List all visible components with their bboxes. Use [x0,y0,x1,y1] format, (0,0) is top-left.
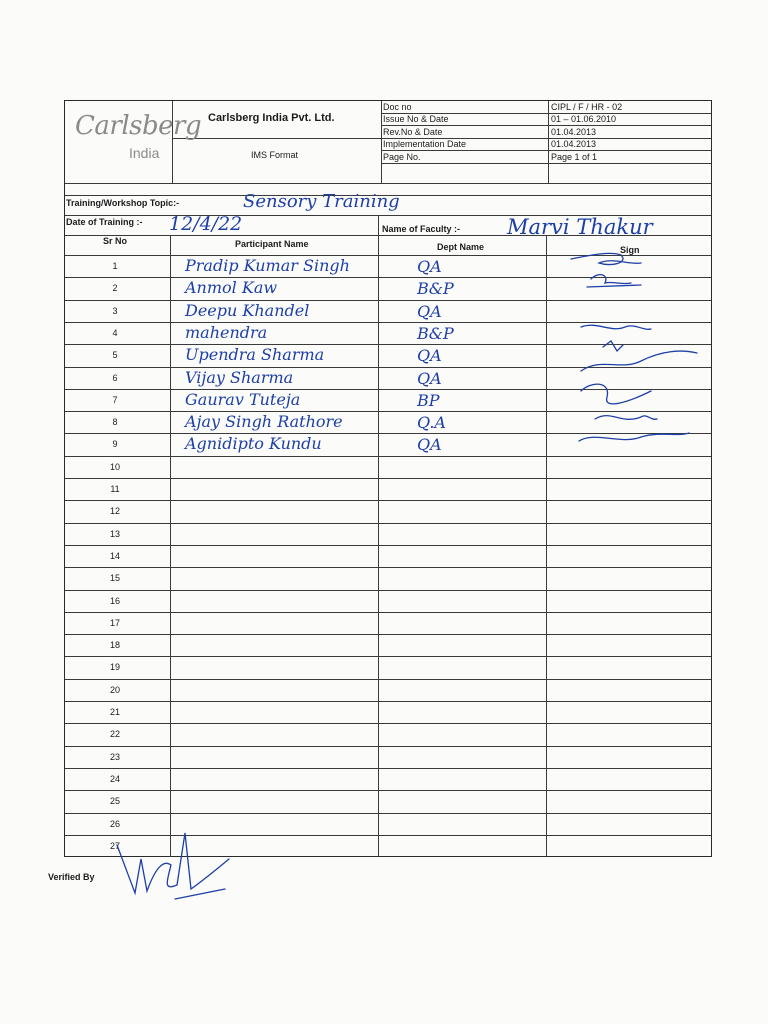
column-header-sign: Sign [620,245,640,255]
meta-value: Page 1 of 1 [551,152,598,162]
company-logo-sub: India [129,145,160,161]
verified-by-label: Verified By [48,872,95,882]
meta-label: Page No. [383,152,421,162]
row-sr-no: 2 [112,283,118,294]
row-dept-name: QA [417,368,442,388]
row-sr-no: 14 [109,550,120,561]
row-dept-name: QA [417,435,442,455]
faculty-label: Name of Faculty :- [382,224,461,234]
row-sr-no: 3 [112,305,118,316]
table-row-divider [65,679,711,680]
table-row-divider [65,612,711,613]
meta-value: 01.04.2013 [551,139,597,149]
row-sr-no: 12 [109,506,120,517]
date-label: Date of Training :- [66,217,143,227]
row-sr-no: 26 [109,818,120,829]
row-participant-name: Pradip Kumar Singh [185,256,350,275]
row-sr-no: 19 [109,662,120,673]
table-row-divider [65,656,711,657]
row-participant-name: mahendra [185,322,268,342]
table-row-divider [65,590,711,591]
signature-column-marks [551,241,711,481]
format-name: IMS Format [251,150,299,160]
row-sr-no: 8 [112,417,118,428]
meta-label: Doc no [383,102,412,112]
row-sr-no: 11 [110,484,120,494]
row-participant-name: Upendra Sharma [185,345,325,365]
table-column-divider [170,235,171,857]
row-sr-no: 25 [109,796,120,807]
column-header-dept: Dept Name [437,242,485,252]
row-sr-no: 6 [112,372,118,383]
verified-signature-mark [105,829,235,909]
signature-mark [571,253,641,264]
row-dept-name: QA [417,301,442,321]
meta-label: Rev.No & Date [383,127,443,137]
table-row-divider [65,634,711,635]
row-participant-name: Vijay Sharma [185,367,294,387]
row-sr-no: 4 [112,327,118,338]
row-sr-no: 10 [109,461,120,472]
signature-mark [579,433,689,441]
company-logo: Carlsberg [75,111,202,141]
signature-mark [581,341,697,371]
topic-value: Sensory Training [243,191,400,212]
training-attendance-form [64,100,712,857]
row-sr-no: 7 [112,394,118,405]
row-sr-no: 24 [109,773,120,784]
date-value: 12/4/22 [169,213,243,235]
table-row-divider [65,790,711,791]
signature-mark [581,325,651,329]
row-sr-no: 5 [112,350,118,361]
row-sr-no: 21 [109,707,120,717]
row-sr-no: 15 [109,573,120,584]
row-sr-no: 1 [112,261,118,271]
row-participant-name: Ajay Singh Rathore [185,412,343,432]
table-column-divider [378,235,379,857]
signature-mark [587,275,641,287]
row-sr-no: 27 [109,840,120,851]
company-name: Carlsberg India Pvt. Ltd. [208,112,335,124]
row-dept-name: QA [417,346,442,366]
table-row-divider [65,746,711,747]
topic-label: Training/Workshop Topic:- [66,198,180,208]
row-participant-name: Gaurav Tuteja [185,389,301,409]
row-sr-no: 13 [109,528,120,539]
table-column-divider [546,235,547,857]
table-row-divider [65,813,711,814]
row-sr-no: 16 [109,595,120,606]
meta-label: Implementation Date [383,139,467,149]
row-sr-no: 17 [109,617,120,628]
meta-value: 01.04.2013 [551,127,597,137]
table-row-divider [65,723,711,724]
meta-value: CIPL / F / HR - 02 [551,102,623,112]
signature-mark [595,416,657,420]
row-dept-name: Q.A [417,413,446,433]
column-header-name: Participant Name [235,239,309,249]
row-sr-no: 9 [112,439,118,450]
table-row-divider [65,567,711,568]
table-row-divider [65,701,711,702]
row-dept-name: BP [417,390,440,410]
row-sr-no: 23 [109,751,120,762]
column-header-sr: Sr No [103,236,128,246]
row-sr-no: 18 [109,640,120,651]
row-sr-no: 22 [109,729,120,740]
row-dept-name: B&P [417,279,454,299]
row-participant-name: Deepu Khandel [185,300,310,320]
signature-mark [581,384,651,404]
table-row-divider [65,500,711,501]
table-row-divider [65,768,711,769]
table-row-divider [65,545,711,546]
row-participant-name: Agnidipto Kundu [185,434,322,454]
row-dept-name: B&P [417,323,454,343]
meta-label: Issue No & Date [383,114,449,124]
table-row-divider [65,523,711,524]
row-dept-name: QA [417,257,442,276]
faculty-value: Marvi Thakur [507,215,653,239]
row-sr-no: 20 [109,684,120,695]
meta-value: 01 – 01.06.2010 [551,114,617,124]
row-participant-name: Anmol Kaw [185,278,278,298]
